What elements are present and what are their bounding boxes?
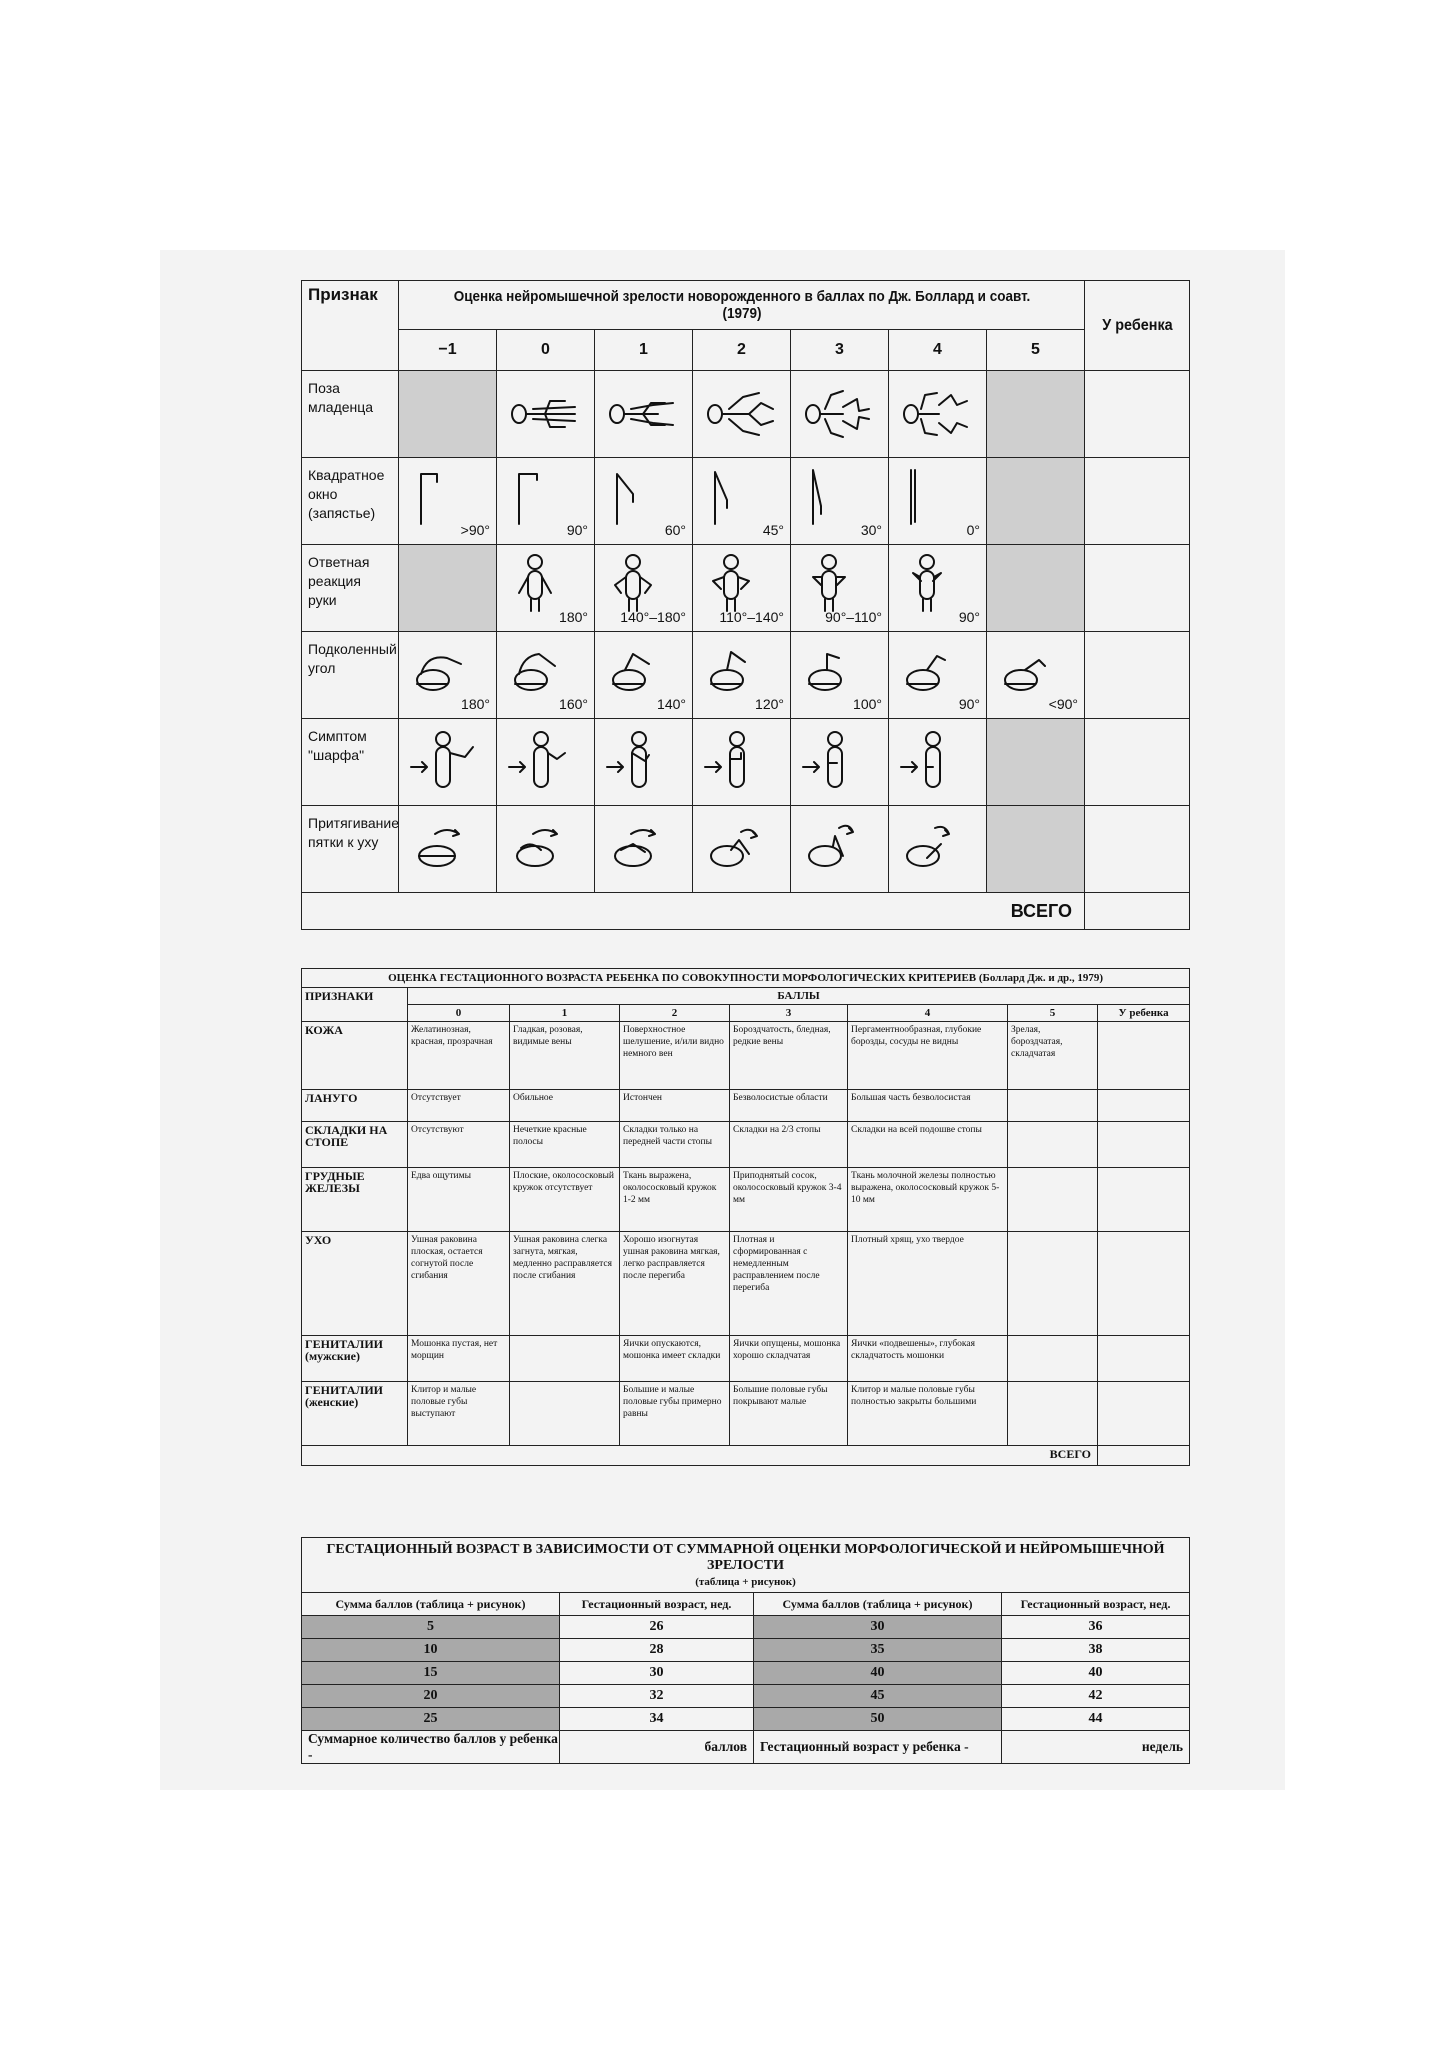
criteria-cell: Истончен <box>620 1090 730 1122</box>
criteria-cell: Ткань молочной железы полностью выражена, околососковый кружок 5-10 мм <box>848 1168 1008 1232</box>
scarf-figure <box>693 719 791 806</box>
criteria-cell: Пергаментнообразная, глубокие борозды, сосуды не видны <box>848 1022 1008 1090</box>
criteria-cell: Отсутствуют <box>408 1122 510 1168</box>
neuro-title: Оценка нейромышечной зрелости новорожденного в баллах по Дж. Боллард и соавт. (1979) <box>433 281 1050 330</box>
score-header: 3 <box>791 330 889 371</box>
footer-sum-label: Суммарное количество баллов у ребенка - <box>302 1731 560 1764</box>
heel-to-ear-figure <box>399 806 497 893</box>
wrist-figure: 45° <box>693 458 791 545</box>
criteria-cell: Гладкая, розовая, видимые вены <box>510 1022 620 1090</box>
row-label-genitals-male: ГЕНИТАЛИИ (мужские) <box>302 1336 408 1382</box>
baby-score-cell[interactable] <box>1085 806 1190 893</box>
popliteal-figure: 140° <box>595 632 693 719</box>
criteria-cell <box>1008 1122 1098 1168</box>
criteria-cell <box>1008 1090 1098 1122</box>
score-header: 2 <box>693 330 791 371</box>
posture-figure <box>595 371 693 458</box>
age-cell: 28 <box>560 1639 754 1662</box>
sum-cell: 25 <box>302 1708 560 1731</box>
criteria-cell: Мошонка пустая, нет морщин <box>408 1336 510 1382</box>
cell-empty <box>987 371 1085 458</box>
row-label-breast: ГРУДНЫЕ ЖЕЛЕЗЫ <box>302 1168 408 1232</box>
morph-title: ОЦЕНКА ГЕСТАЦИОННОГО ВОЗРАСТА РЕБЕНКА ПО СОВОКУПНОСТИ МОРФОЛОГИЧЕСКИХ КРИТЕРИЕВ (Боллард Дж. и др., 1979) <box>302 969 1190 988</box>
scarf-figure <box>595 719 693 806</box>
criteria-cell: Хорошо изогнутая ушная раковина мягкая, легко расправляется после перегиба <box>620 1232 730 1336</box>
row-label-square-window: Квадратное окно (запястье) <box>302 458 399 545</box>
col-header-age: Гестационный возраст, нед. <box>560 1593 754 1616</box>
row-label-ear: УХО <box>302 1232 408 1336</box>
wrist-figure: 30° <box>791 458 889 545</box>
age-cell: 42 <box>1002 1685 1190 1708</box>
score-header: 1 <box>595 330 693 371</box>
criteria-cell: Приподнятый сосок, околососковый кружок 3-4 мм <box>730 1168 848 1232</box>
cell-empty <box>987 719 1085 806</box>
baby-score-cell[interactable] <box>1098 1090 1190 1122</box>
posture-figure <box>497 371 595 458</box>
criteria-cell <box>510 1336 620 1382</box>
morph-total-value[interactable] <box>1098 1446 1190 1466</box>
criteria-cell: Ткань выражена, околососковый кружок 1-2 мм <box>620 1168 730 1232</box>
cell-empty <box>987 545 1085 632</box>
neuro-total-value[interactable] <box>1085 893 1190 930</box>
gestational-age-table <box>301 1537 1190 1764</box>
sum-cell: 5 <box>302 1616 560 1639</box>
wrist-figure: 90° <box>497 458 595 545</box>
row-label-genitals-female: ГЕНИТАЛИИ (женские) <box>302 1382 408 1446</box>
criteria-cell: Ушная раковина плоская, остается согнутой после сгибания <box>408 1232 510 1336</box>
criteria-cell: Плотный хрящ, ухо твердое <box>848 1232 1008 1336</box>
criteria-cell: Клитор и малые половые губы выступают <box>408 1382 510 1446</box>
row-label-arm-recoil: Ответная реакция руки <box>302 545 399 632</box>
neuro-total-label: ВСЕГО <box>302 893 1085 930</box>
arm-recoil-figure: 90°–110° <box>791 545 889 632</box>
criteria-cell: Бороздчатость, бледная, редкие вены <box>730 1022 848 1090</box>
neuromuscular-maturity-table <box>301 280 1190 930</box>
popliteal-figure: 90° <box>889 632 987 719</box>
criteria-cell <box>1008 1168 1098 1232</box>
wrist-figure: 0° <box>889 458 987 545</box>
criteria-cell: Нечеткие красные полосы <box>510 1122 620 1168</box>
sum-cell: 15 <box>302 1662 560 1685</box>
baby-score-cell[interactable] <box>1085 719 1190 806</box>
arm-recoil-figure: 140°–180° <box>595 545 693 632</box>
baby-score-cell[interactable] <box>1085 371 1190 458</box>
popliteal-figure: 180° <box>399 632 497 719</box>
posture-figure <box>791 371 889 458</box>
sum-cell: 30 <box>754 1616 1002 1639</box>
sum-cell: 50 <box>754 1708 1002 1731</box>
baby-score-cell[interactable] <box>1085 458 1190 545</box>
baby-score-cell[interactable] <box>1098 1122 1190 1168</box>
posture-figure <box>693 371 791 458</box>
wrist-figure: >90° <box>399 458 497 545</box>
sum-cell: 45 <box>754 1685 1002 1708</box>
score-header: 0 <box>408 1005 510 1022</box>
criteria-cell: Складки на 2/3 стопы <box>730 1122 848 1168</box>
age-subtitle: (таблица + рисунок) <box>695 1576 796 1588</box>
criteria-cell <box>510 1382 620 1446</box>
criteria-cell: Отсутствует <box>408 1090 510 1122</box>
baby-score-cell[interactable] <box>1085 632 1190 719</box>
cell-empty <box>987 458 1085 545</box>
row-label-heel-to-ear: Притягивание пятки к уху <box>302 806 399 893</box>
criteria-cell: Складки на всей подошве стопы <box>848 1122 1008 1168</box>
criteria-cell: Желатинозная, красная, прозрачная <box>408 1022 510 1090</box>
sum-cell: 10 <box>302 1639 560 1662</box>
scarf-figure <box>497 719 595 806</box>
baby-score-cell[interactable] <box>1098 1232 1190 1336</box>
age-cell: 38 <box>1002 1639 1190 1662</box>
baby-header: У ребенка <box>1090 281 1185 371</box>
score-header: −1 <box>399 330 497 371</box>
footer-age-label: Гестационный возраст у ребенка - <box>754 1731 1002 1764</box>
criteria-cell: Клитор и малые половые губы полностью закрыты большими <box>848 1382 1008 1446</box>
score-header: 5 <box>987 330 1085 371</box>
criteria-cell: Зрелая, бороздчатая, складчатая <box>1008 1022 1098 1090</box>
row-label-foot-creases: СКЛАДКИ НА СТОПЕ <box>302 1122 408 1168</box>
criteria-cell: Большие и малые половые губы примерно равны <box>620 1382 730 1446</box>
cell-empty <box>399 371 497 458</box>
arm-recoil-figure: 110°–140° <box>693 545 791 632</box>
sum-cell: 40 <box>754 1662 1002 1685</box>
sum-cell: 20 <box>302 1685 560 1708</box>
criteria-cell <box>1008 1232 1098 1336</box>
cell-empty <box>399 545 497 632</box>
criteria-cell: Плотная и сформированная с немедленным расправлением после перегиба <box>730 1232 848 1336</box>
criteria-cell: Ушная раковина слегка загнута, мягкая, медленно расправляется после сгибания <box>510 1232 620 1336</box>
age-cell: 34 <box>560 1708 754 1731</box>
criteria-cell: Складки только на передней части стопы <box>620 1122 730 1168</box>
signs-header: ПРИЗНАКИ <box>302 988 408 1022</box>
baby-score-cell[interactable] <box>1098 1168 1190 1232</box>
score-header: 4 <box>848 1005 1008 1022</box>
criteria-cell: Яички «подвешены», глубокая складчатость мошонки <box>848 1336 1008 1382</box>
age-cell: 30 <box>560 1662 754 1685</box>
col-header-sum: Сумма баллов (таблица + рисунок) <box>302 1593 560 1616</box>
heel-to-ear-figure <box>693 806 791 893</box>
morph-total-label: ВСЕГО <box>302 1446 1098 1466</box>
arm-recoil-figure: 90° <box>889 545 987 632</box>
scarf-figure <box>399 719 497 806</box>
age-cell: 40 <box>1002 1662 1190 1685</box>
baby-score-cell[interactable] <box>1098 1336 1190 1382</box>
score-header: 5 <box>1008 1005 1098 1022</box>
age-cell: 26 <box>560 1616 754 1639</box>
score-header: 0 <box>497 330 595 371</box>
score-header: 2 <box>620 1005 730 1022</box>
row-label-posture: Поза младенца <box>302 371 399 458</box>
baby-header: У ребенка <box>1098 1005 1190 1022</box>
row-label-popliteal-angle: Подколенный угол <box>302 632 399 719</box>
popliteal-figure: 100° <box>791 632 889 719</box>
criteria-cell: Большая часть безволосистая <box>848 1090 1008 1122</box>
baby-score-cell[interactable] <box>1098 1382 1190 1446</box>
footer-sum-unit[interactable]: баллов <box>560 1731 754 1764</box>
criteria-cell: Плоские, околососковый кружок отсутствует <box>510 1168 620 1232</box>
criteria-cell <box>1008 1336 1098 1382</box>
morphological-criteria-table <box>301 968 1190 1466</box>
baby-score-cell[interactable] <box>1098 1022 1190 1090</box>
heel-to-ear-figure <box>497 806 595 893</box>
heel-to-ear-figure <box>595 806 693 893</box>
heel-to-ear-figure <box>889 806 987 893</box>
criteria-cell: Безволосистые области <box>730 1090 848 1122</box>
baby-score-cell[interactable] <box>1085 545 1190 632</box>
age-title-text: ГЕСТАЦИОННЫЙ ВОЗРАСТ В ЗАВИСИМОСТИ ОТ СУММАРНОЙ ОЦЕНКИ МОРФОЛОГИЧЕСКОЙ И НЕЙРОМЫШЕЧНОЙ ЗРЕЛОСТИ <box>326 1542 1165 1573</box>
row-label-skin: КОЖА <box>302 1022 408 1090</box>
footer-age-unit[interactable]: недель <box>1002 1731 1190 1764</box>
criteria-cell: Едва ощутимы <box>408 1168 510 1232</box>
col-header-sum: Сумма баллов (таблица + рисунок) <box>754 1593 1002 1616</box>
criteria-cell <box>1008 1382 1098 1446</box>
criteria-cell: Яички опускаются, мошонка имеет складки <box>620 1336 730 1382</box>
sign-header: Признак <box>302 281 399 371</box>
score-header: 4 <box>889 330 987 371</box>
age-title <box>302 1538 1190 1593</box>
sum-cell: 35 <box>754 1639 1002 1662</box>
row-label-lanugo: ЛАНУГО <box>302 1090 408 1122</box>
posture-figure <box>889 371 987 458</box>
heel-to-ear-figure <box>791 806 889 893</box>
age-cell: 36 <box>1002 1616 1190 1639</box>
scarf-figure <box>791 719 889 806</box>
criteria-cell: Большие половые губы покрывают малые <box>730 1382 848 1446</box>
points-header: БАЛЛЫ <box>408 988 1190 1005</box>
age-cell: 44 <box>1002 1708 1190 1731</box>
popliteal-figure: <90° <box>987 632 1085 719</box>
arm-recoil-figure: 180° <box>497 545 595 632</box>
age-cell: 32 <box>560 1685 754 1708</box>
score-header: 3 <box>730 1005 848 1022</box>
cell-empty <box>987 806 1085 893</box>
wrist-figure: 60° <box>595 458 693 545</box>
criteria-cell: Обильное <box>510 1090 620 1122</box>
popliteal-figure: 120° <box>693 632 791 719</box>
row-label-scarf-sign: Симптом "шарфа" <box>302 719 399 806</box>
popliteal-figure: 160° <box>497 632 595 719</box>
col-header-age: Гестационный возраст, нед. <box>1002 1593 1190 1616</box>
criteria-cell: Яички опущены, мошонка хорошо складчатая <box>730 1336 848 1382</box>
criteria-cell: Поверхностное шелушение, и/или видно немного вен <box>620 1022 730 1090</box>
score-header: 1 <box>510 1005 620 1022</box>
scarf-figure <box>889 719 987 806</box>
